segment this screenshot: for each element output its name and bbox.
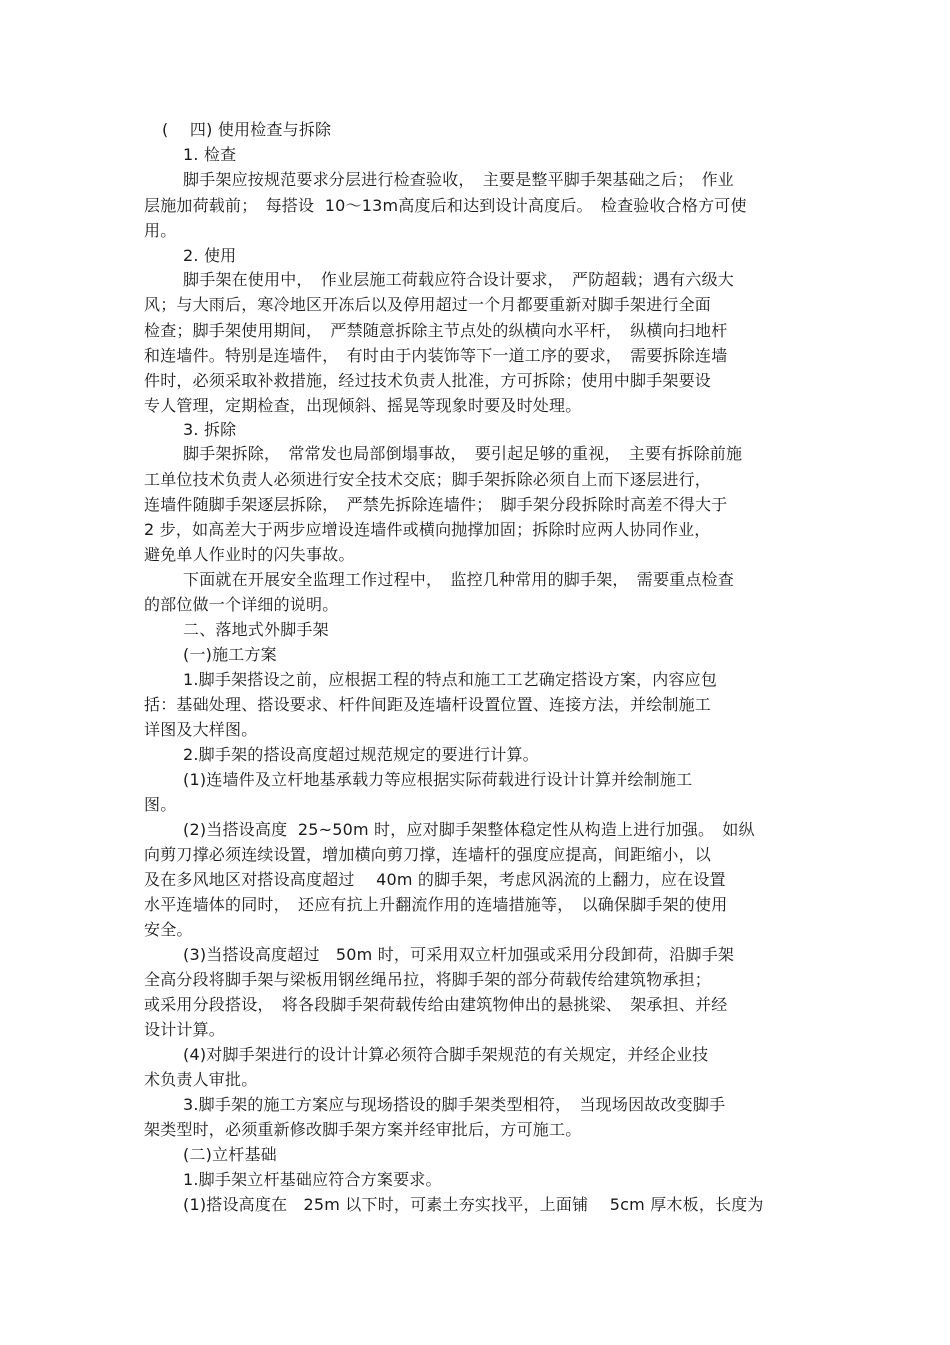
paragraph-line: 连墙件随脚手架逐层拆除， 严禁先拆除连墙件； 脚手架分段拆除时高差不得大于 xyxy=(144,495,728,514)
paragraph-line: 3.脚手架的施工方案应与现场搭设的脚手架类型相符， 当现场因故改变脚手 xyxy=(183,1095,726,1114)
paragraph-line: 工单位技术负责人必须进行安全技术交底；脚手架拆除必须自上而下逐层进行， xyxy=(144,470,712,489)
paragraph-line: 风；与大雨后，寒冷地区开冻后以及停用超过一个月都要重新对脚手架进行全面 xyxy=(144,295,712,314)
paragraph-line: 安全。 xyxy=(144,920,193,939)
paragraph-line: 向剪刀撑必须连续设置，增加横向剪刀撑，连墙杆的强度应提高，间距缩小，以 xyxy=(144,845,712,864)
paragraph-line: (1)搭设高度在 25m 以下时，可素土夯实找平，上面铺 5cm 厚木板，长度为 xyxy=(183,1195,764,1214)
paragraph-line: (1)连墙件及立杆地基承载力等应根据实际荷载进行设计计算并绘制施工 xyxy=(183,770,693,789)
paragraph-line: 2 步，如高差大于两步应增设连墙件或横向抛撑加固；拆除时应两人协同作业， xyxy=(144,520,711,539)
paragraph-line: 详图及大样图。 xyxy=(144,720,258,739)
paragraph-line: 全高分段将脚手架与梁板用钢丝绳吊拉，将脚手架的部分荷载传给建筑物承担； xyxy=(144,970,712,989)
paragraph-line: 设计计算。 xyxy=(144,1020,226,1039)
paragraph-line: 括：基础处理、搭设要求、杆件间距及连墙杆设置位置、连接方法，并绘制施工 xyxy=(144,695,712,714)
paragraph-line: 和连墙件。特别是连墙件， 有时由于内装饰等下一道工序的要求， 需要拆除连墙 xyxy=(144,346,728,365)
paragraph-line: 检查；脚手架使用期间， 严禁随意拆除主节点处的纵横向水平杆， 纵横向扫地杆 xyxy=(144,321,728,340)
paragraph-line: 水平连墙体的同时， 还应有抗上升翻流作用的连墙措施等， 以确保脚手架的使用 xyxy=(144,895,728,914)
paragraph-line: 1.脚手架立杆基础应符合方案要求。 xyxy=(183,1170,442,1189)
subsection-heading: (一)施工方案 xyxy=(183,645,277,664)
paragraph-line: 图。 xyxy=(144,795,177,814)
subsection-heading: 1. 检查 xyxy=(183,145,237,164)
subsection-heading: (二)立杆基础 xyxy=(183,1145,277,1164)
paragraph-line: 用。 xyxy=(144,221,177,240)
paragraph-line: 件时，必须采取补救措施，经过技术负责人批准，方可拆除；使用中脚手架要设 xyxy=(144,371,712,390)
paragraph-line: 术负责人审批。 xyxy=(144,1070,258,1089)
subsection-heading: 3. 拆除 xyxy=(183,420,237,439)
paragraph-line: 专人管理，定期检查，出现倾斜、摇晃等现象时要及时处理。 xyxy=(144,396,582,415)
paragraph-line: 脚手架拆除， 常常发也局部倒塌事故， 要引起足够的重视， 主要有拆除前施 xyxy=(183,444,743,463)
subsection-heading: 2. 使用 xyxy=(183,246,237,265)
paragraph-line: 脚手架应按规范要求分层进行检查验收， 主要是整平脚手架基础之后； 作业 xyxy=(183,170,735,189)
paragraph-line: 脚手架在使用中， 作业层施工荷载应符合设计要求， 严防超载；遇有六级大 xyxy=(183,270,735,289)
paragraph-line: (3)当搭设高度超过 50m 时，可采用双立杆加强或采用分段卸荷，沿脚手架 xyxy=(183,945,735,964)
paragraph-line: 层施加荷载前； 每搭设 10～13m高度后和达到设计高度后。 检查验收合格方可使 xyxy=(144,196,747,215)
paragraph-line: 架类型时，必须重新修改脚手架方案并经审批后，方可施工。 xyxy=(144,1120,582,1139)
paragraph-line: 避免单人作业时的闪失事故。 xyxy=(144,545,355,564)
paragraph-line: (4)对脚手架进行的设计计算必须符合脚手架规范的有关规定，并经企业技 xyxy=(183,1045,709,1064)
paragraph-line: 及在多风地区对搭设高度超过 40m 的脚手架，考虑风涡流的上翻力，应在设置 xyxy=(144,870,726,889)
paragraph-line: 的部位做一个详细的说明。 xyxy=(144,595,339,614)
paragraph-line: 或采用分段搭设， 将各段脚手架荷载传给由建筑物伸出的悬挑梁、 架承担、并经 xyxy=(144,995,728,1014)
section-heading: ( 四) 使用检查与拆除 xyxy=(162,120,332,139)
section-heading: 二、落地式外脚手架 xyxy=(183,620,329,639)
paragraph-line: 1.脚手架搭设之前，应根据工程的特点和施工工艺确定搭设方案，内容应包 xyxy=(183,670,718,689)
paragraph-line: 2.脚手架的搭设高度超过规范规定的要进行计算。 xyxy=(183,745,539,764)
paragraph-line: (2)当搭设高度 25~50m 时，应对脚手架整体稳定性从构造上进行加强。 如纵 xyxy=(183,820,755,839)
paragraph-line: 下面就在开展安全监理工作过程中， 监控几种常用的脚手架， 需要重点检查 xyxy=(183,570,735,589)
